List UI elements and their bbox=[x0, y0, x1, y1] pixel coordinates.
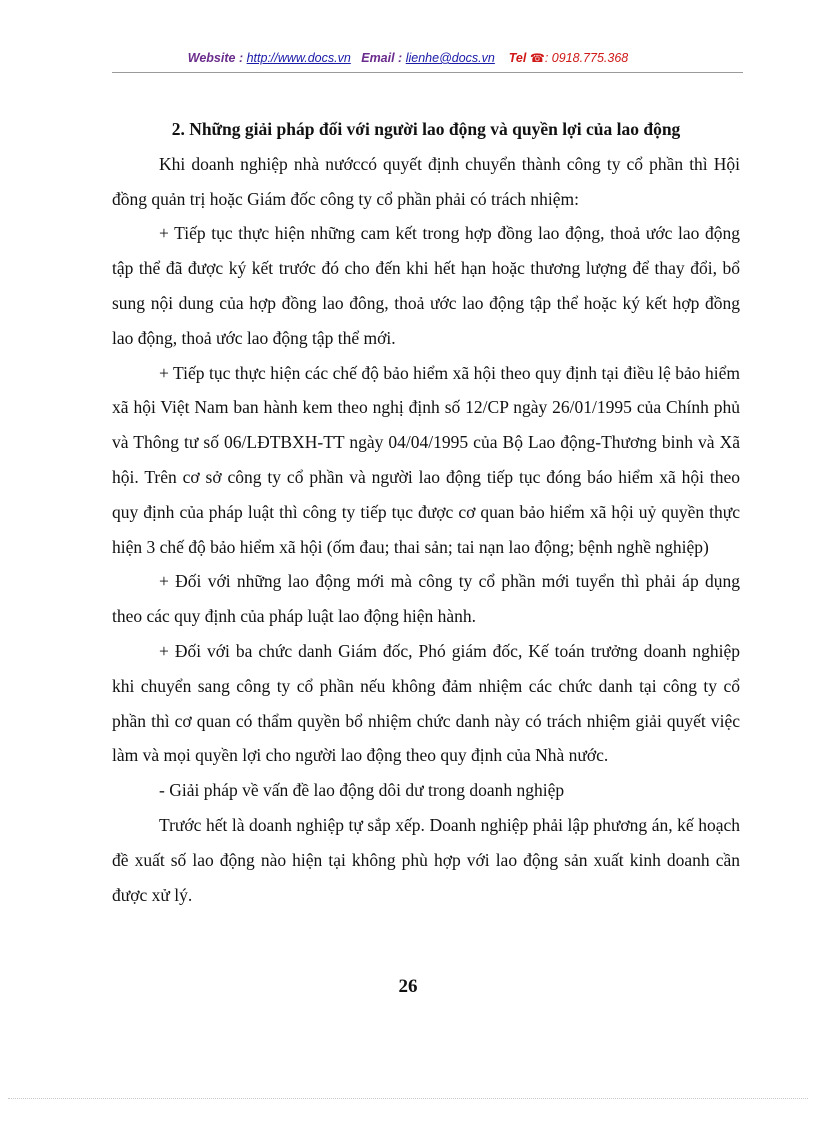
email-label: Email : bbox=[361, 51, 403, 65]
tel-label: Tel bbox=[508, 51, 527, 65]
header-divider bbox=[112, 72, 743, 73]
paragraph: + Đối với những lao động mới mà công ty cổ phần mới tuyển thì phải áp dụng theo các quy định của pháp luật lao động hiện hành. bbox=[112, 571, 740, 627]
paragraph: Trước hết là doanh nghiệp tự sắp xếp. Doanh nghiệp phải lập phương án, kế hoạch đề xuất số lao động nào hiện tại không phù hợp với lao động sản xuất kinh doanh cần được xử lý. bbox=[112, 814, 740, 905]
section-title: 2. Những giải pháp đối với người lao động và quyền lợi của lao động bbox=[171, 119, 681, 139]
subheading-paragraph: - Giải pháp về vấn đề lao động dôi dư trong doanh nghiệp bbox=[159, 780, 565, 801]
phone-icon: ☎ bbox=[529, 51, 545, 65]
paragraph: + Đối với ba chức danh Giám đốc, Phó giám đốc, Kế toán trưởng doanh nghiệp khi chuyển sang công ty cổ phần nếu không đảm nhiệm các chức danh tại công ty cổ phần thì cơ quan có thẩm quyền bổ nhiệm chức danh này có trách nhiệm giải quyết việc làm và mọi quyền lợi cho người lao động theo quy định của Nhà nước. bbox=[112, 640, 740, 766]
page-bottom-border bbox=[8, 1098, 808, 1099]
paragraph: + Tiếp tục thực hiện những cam kết trong hợp đồng lao động, thoả ước lao động tập thể đã được ký kết trước đó cho đến khi hết hạn hoặc thương lượng để thay đổi, bổ sung nội dung của hợp đồng lao đông, thoả ước lao động tập thể hoặc ký kết hợp đồng lao động, thoả ước lao động tập thể mới. bbox=[112, 223, 740, 348]
document-body bbox=[112, 112, 740, 912]
paragraph: + Tiếp tục thực hiện các chế độ bảo hiểm xã hội theo quy định tại điều lệ bảo hiểm xã hội Việt Nam ban hành kem theo nghị định số 12/CP ngày 26/01/1995 của Chính phủ và Thông tư số 06/LĐTBXH-TT ngày 04/04/1995 của Bộ Lao động-Thương binh và Xã hội. Trên cơ sở công ty cổ phần và người lao động tiếp tục đóng báo hiểm xã hội theo quy định của pháp luật thì công ty tiếp tục được cơ quan bảo hiểm xã hội uỷ quyền thực hiện 3 chế độ bảo hiểm xã hội (ốm đau; thai sản; tai nạn lao động; bệnh nghề nghiệp) bbox=[112, 362, 740, 557]
tel-number: : 0918.775.368 bbox=[544, 51, 629, 65]
website-label: Website : bbox=[187, 51, 244, 65]
page-header bbox=[0, 51, 816, 65]
email-link[interactable]: lienhe@docs.vn bbox=[405, 51, 495, 65]
website-link[interactable]: http://www.docs.vn bbox=[246, 51, 351, 65]
page-number: 26 bbox=[398, 976, 418, 997]
paragraph: Khi doanh nghiệp nhà nướccó quyết định chuyển thành công ty cổ phần thì Hội đồng quản trị hoặc Giám đốc công ty cổ phần phải có trách nhiệm: bbox=[112, 153, 740, 209]
